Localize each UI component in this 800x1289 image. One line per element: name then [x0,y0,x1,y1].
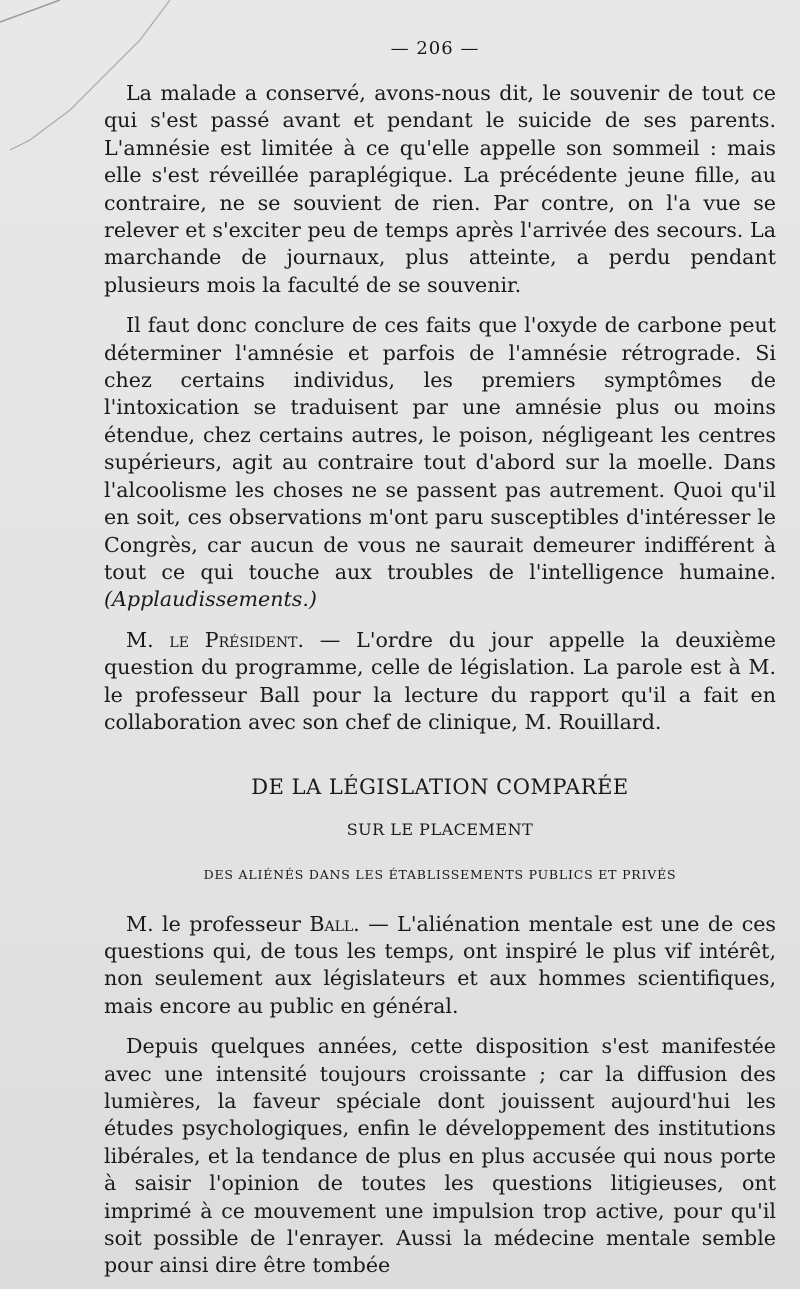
speaker-president: M. le Président. [126,627,305,652]
report-body [104,911,776,1280]
applause-note: (Applaudissements.) [104,587,317,612]
paragraph-president [104,627,776,737]
president-text: — L'ordre du jour appelle la deuxième question du programme, celle de législation. La parole est à M. le professeur Ball pour la lecture du rapport qu'il a fait en collaboration avec son chef de clinique, M. Rouillard. [104,627,776,734]
paragraph-ball-intro [104,911,776,1021]
paragraph-amnesia-cases: La malade a conservé, avons-nous dit, le souvenir de tout ce qui s'est passé avant et pendant le suicide de ses parents. L'amnésie est limitée à ce qu'elle appelle son sommeil : mais elle s'est réveillée paraplégique. La précédente jeune fille, au contraire, ne se souvient de rien. Par contre, on l'a vue se relever et s'exciter peu de temps après l'arrivée des secours. La marchande de journaux, plus atteinte, a perdu pendant plusieurs mois la faculté de se souvenir. [104,81,776,297]
paragraph-conclusion [104,312,776,613]
speaker-prefix: M. le professeur [126,911,310,936]
conclusion-text: Il faut donc conclure de ces faits que l'oxyde de carbone peut déterminer l'amnésie et parfois de l'amnésie rétrograde. Si chez certains individus, les premiers symptômes de l'intoxication se traduisent par une amnésie plus ou moins étendue, chez certains autres, le poison, négligeant les centres supérieurs, agit au contraire tout d'abord sur la moelle. Dans l'alcoolisme les choses ne se passent pas autrement. Quoi qu'il en soit, ces observations m'ont paru susceptibles d'intéresser le Congrès, car aucun de vous ne saurait demeurer indifférent à tout ce qui touche aux troubles de l'intelligence humaine. [104,313,776,584]
section-heading-sub: SUR LE PLACEMENT [346,819,534,839]
section-heading-main: DE LA LÉGISLATION COMPARÉE [251,775,629,800]
ball-intro-text: — L'aliénation mentale est une de ces questions qui, de tous les temps, ont inspiré le plus vif intérêt, non seulement aux législateurs et aux hommes scientifiques, mais encore au public en général. [104,911,776,1018]
text-body [104,80,776,1280]
section-heading-small: DES ALIÉNÉS DANS LES ÉTABLISSEMENTS PUBLICS ET PRIVÉS [203,867,677,883]
page-number: — 206 — [390,38,480,59]
speaker-ball: Ball. [309,911,360,936]
paragraph-ball-continued: Depuis quelques années, cette disposition s'est manifestée avec une intensité toujours croissante ; car la diffusion des lumières, la faveur spéciale dont jouissent aujourd'hui les études psychologiques, enfin le développement des institutions libérales, et la tendance de plus en plus accusée qui nous porte à saisir l'opinion de toutes les questions litigieuses, ont imprimé à ce mouvement une impulsion trop active, pour qu'il soit possible de l'enrayer. Aussi la médecine mentale semble pour ainsi dire être tombée [104,1034,776,1278]
